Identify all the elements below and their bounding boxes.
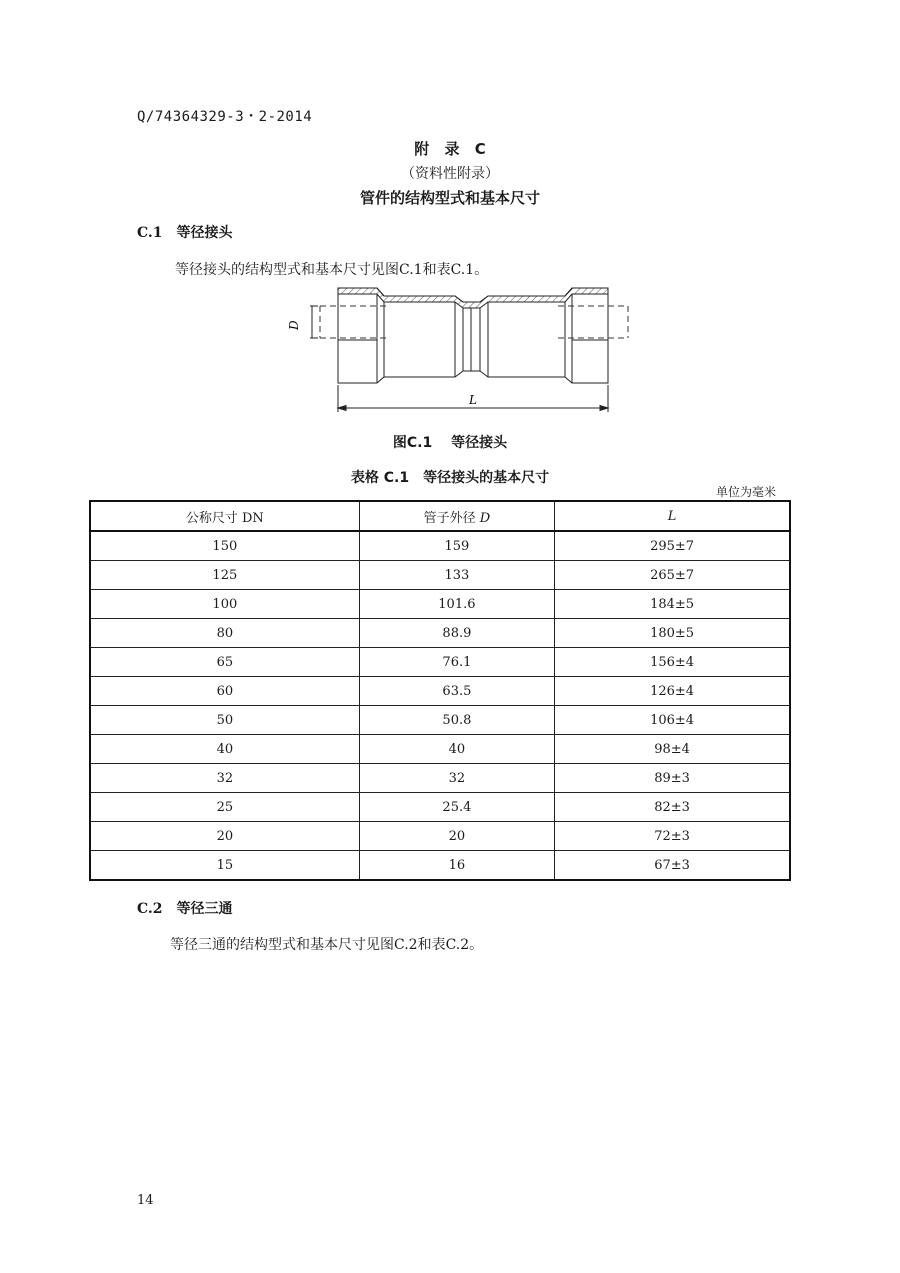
section-paragraph-c1: 等径接头的结构型式和基本尺寸见图C.1和表C.1。 [175,262,489,278]
cell-od: 101.6 [359,590,554,619]
cell-dn: 125 [90,561,359,590]
dimension-l-label: L [469,393,477,407]
section-paragraph-c2: 等径三通的结构型式和基本尺寸见图C.2和表C.2。 [170,937,484,953]
header-pipe-od-symbol: D [479,510,491,526]
table-row [90,822,790,851]
table-row [90,793,790,822]
table-row [90,735,790,764]
cell-od: 25.4 [359,793,554,822]
table-header-row [90,501,790,531]
section-number: C.2 [137,901,163,917]
cell-dn: 20 [90,822,359,851]
section-number: C.1 [137,225,163,241]
cell-l: 89±3 [555,764,790,793]
cell-l: 184±5 [555,590,790,619]
table-row [90,764,790,793]
cell-l: 106±4 [555,706,790,735]
cell-od: 63.5 [359,677,554,706]
header-pipe-od-text: 管子外径 [423,510,476,526]
cell-od: 50.8 [359,706,554,735]
cell-dn: 25 [90,793,359,822]
cell-l: 295±7 [555,531,790,561]
cell-l: 156±4 [555,648,790,677]
cell-l: 98±4 [555,735,790,764]
coupling-drawing [280,284,640,414]
header-length-symbol: L [667,508,677,524]
cell-l: 67±3 [555,851,790,881]
annex-title: 管件的结构型式和基本尺寸 [359,189,540,207]
section-heading-c1 [137,222,233,242]
cell-dn: 150 [90,531,359,561]
header-length [555,501,790,531]
figure-caption: 图C.1 等径接头 [392,435,508,451]
table-row [90,590,790,619]
cell-od: 133 [359,561,554,590]
cell-l: 72±3 [555,822,790,851]
cell-l: 180±5 [555,619,790,648]
cell-dn: 60 [90,677,359,706]
cell-od: 88.9 [359,619,554,648]
document-code: Q/74364329-3・2-2014 [137,109,313,125]
header-nominal-size: 公称尺寸 DN [90,501,359,531]
cell-dn: 65 [90,648,359,677]
cell-od: 32 [359,764,554,793]
cell-od: 159 [359,531,554,561]
table-row [90,531,790,561]
annex-label: 附 录 C [414,140,486,158]
header-pipe-od [359,501,554,531]
section-title: 等径接头 [176,225,233,241]
dimension-d-label: D [287,320,301,330]
cell-l: 265±7 [555,561,790,590]
table-row [90,677,790,706]
section-title: 等径三通 [176,901,233,917]
section-heading-c2 [137,898,233,918]
annex-note: （资料性附录） [401,166,499,182]
dimensions-table [89,500,791,881]
cell-dn: 40 [90,735,359,764]
cell-od: 20 [359,822,554,851]
cell-dn: 50 [90,706,359,735]
table-caption: 表格 C.1 等径接头的基本尺寸 [350,470,550,486]
table-row [90,619,790,648]
cell-od: 76.1 [359,648,554,677]
table-row [90,561,790,590]
cell-dn: 100 [90,590,359,619]
table-row [90,648,790,677]
cell-od: 40 [359,735,554,764]
cell-l: 126±4 [555,677,790,706]
table-row [90,851,790,881]
unit-note: 单位为毫米 [716,485,777,499]
table-row [90,706,790,735]
cell-dn: 32 [90,764,359,793]
cell-od: 16 [359,851,554,881]
page-number: 14 [137,1193,154,1208]
cell-dn: 80 [90,619,359,648]
cell-l: 82±3 [555,793,790,822]
cell-dn: 15 [90,851,359,881]
